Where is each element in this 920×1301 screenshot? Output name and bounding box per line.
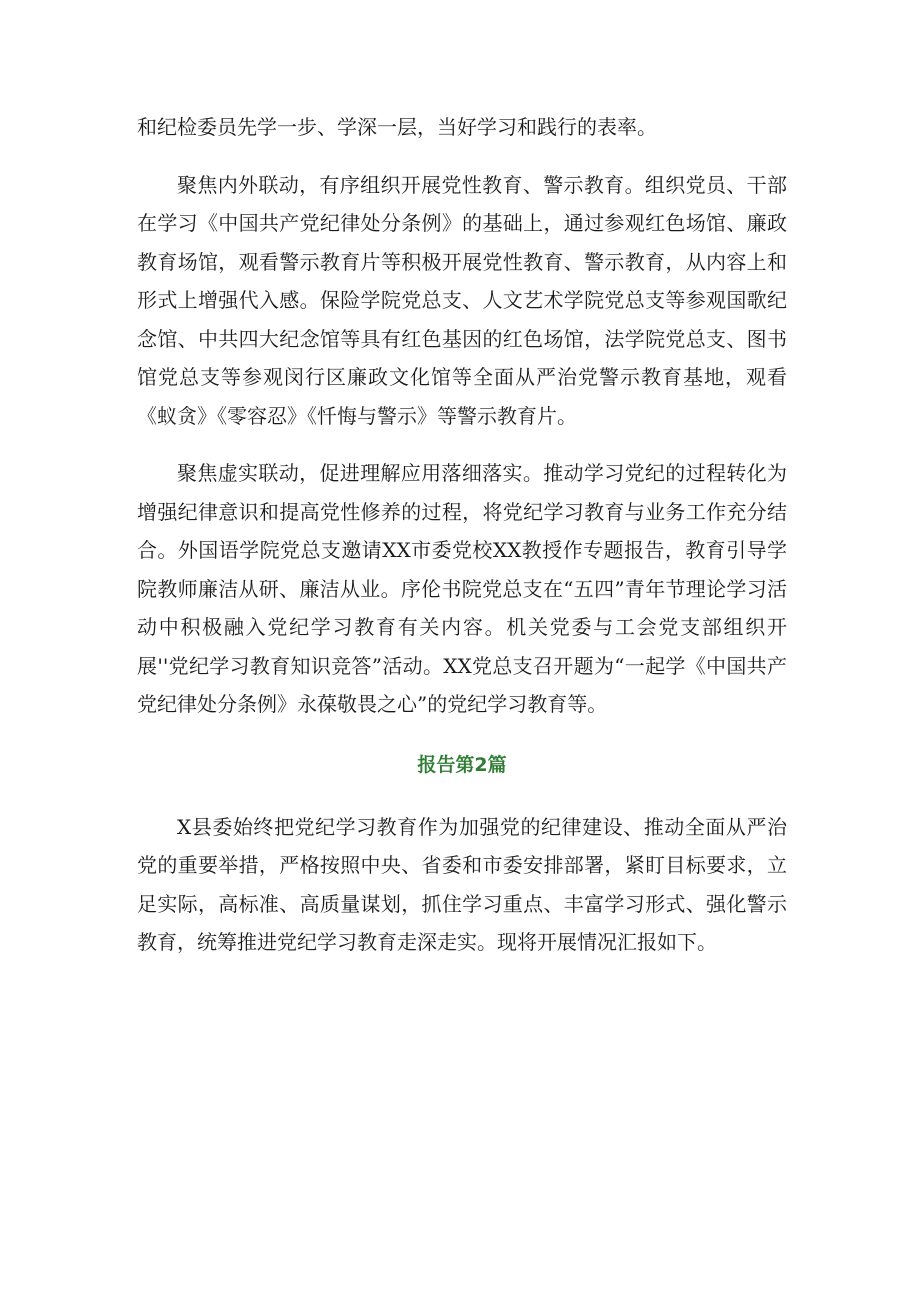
section-heading: 报告第2篇 xyxy=(417,753,507,776)
section-intro-paragraph: X县委始终把党纪学习教育作为加强党的纪律建设、推动全面从严治党的重要举措，严格按照中央、省委和市委安排部署，紧盯目标要求，立足实际，高标准、高质量谋划，抓住学习重点、丰富学习形式、强化警示教育，统筹推进党纪学习教育走深走实。现将开展情况汇报如下。 xyxy=(137,814,787,954)
document-page xyxy=(137,108,787,962)
paragraph-inner-outer-linkage: 聚焦内外联动，有序组织开展党性教育、警示教育。组织党员、干部在学习《中国共产党纪律处分条例》的基础上，通过参观红色场馆、廉政教育场馆，观看警示教育片等积极开展党性教育、警示教育，从内容上和形式上增强代入感。保险学院党总支、人文艺术学院党总支等参观国歌纪念馆、中共四大纪念馆等具有红色基因的红色场馆，法学院党总支、图书馆党总支等参观闵行区廉政文化馆等全面从严治党警示教育基地，观看《蚁贪》《零容忍》《忏悔与警示》等警示教育片。 xyxy=(137,172,787,428)
continued-paragraph: 和纪检委员先学一步、学深一层，当好学习和践行的表率。 xyxy=(137,115,657,139)
paragraph-virtual-real-linkage: 聚焦虚实联动，促进理解应用落细落实。推动学习党纪的过程转化为增强纪律意识和提高党性修养的过程，将党纪学习教育与业务工作充分结合。外国语学院党总支邀请XX市委党校XX教授作专题报告，教育引导学院教师廉洁从研、廉洁从业。序伦书院党总支在“五四”青年节理论学习活动中积极融入党纪学习教育有关内容。机关党委与工会党支部组织开展''党纪学习教育知识竞答”活动。XX党总支召开题为“一起学《中国共产党纪律处分条例》永葆敬畏之心”的党纪学习教育等。 xyxy=(137,461,787,716)
